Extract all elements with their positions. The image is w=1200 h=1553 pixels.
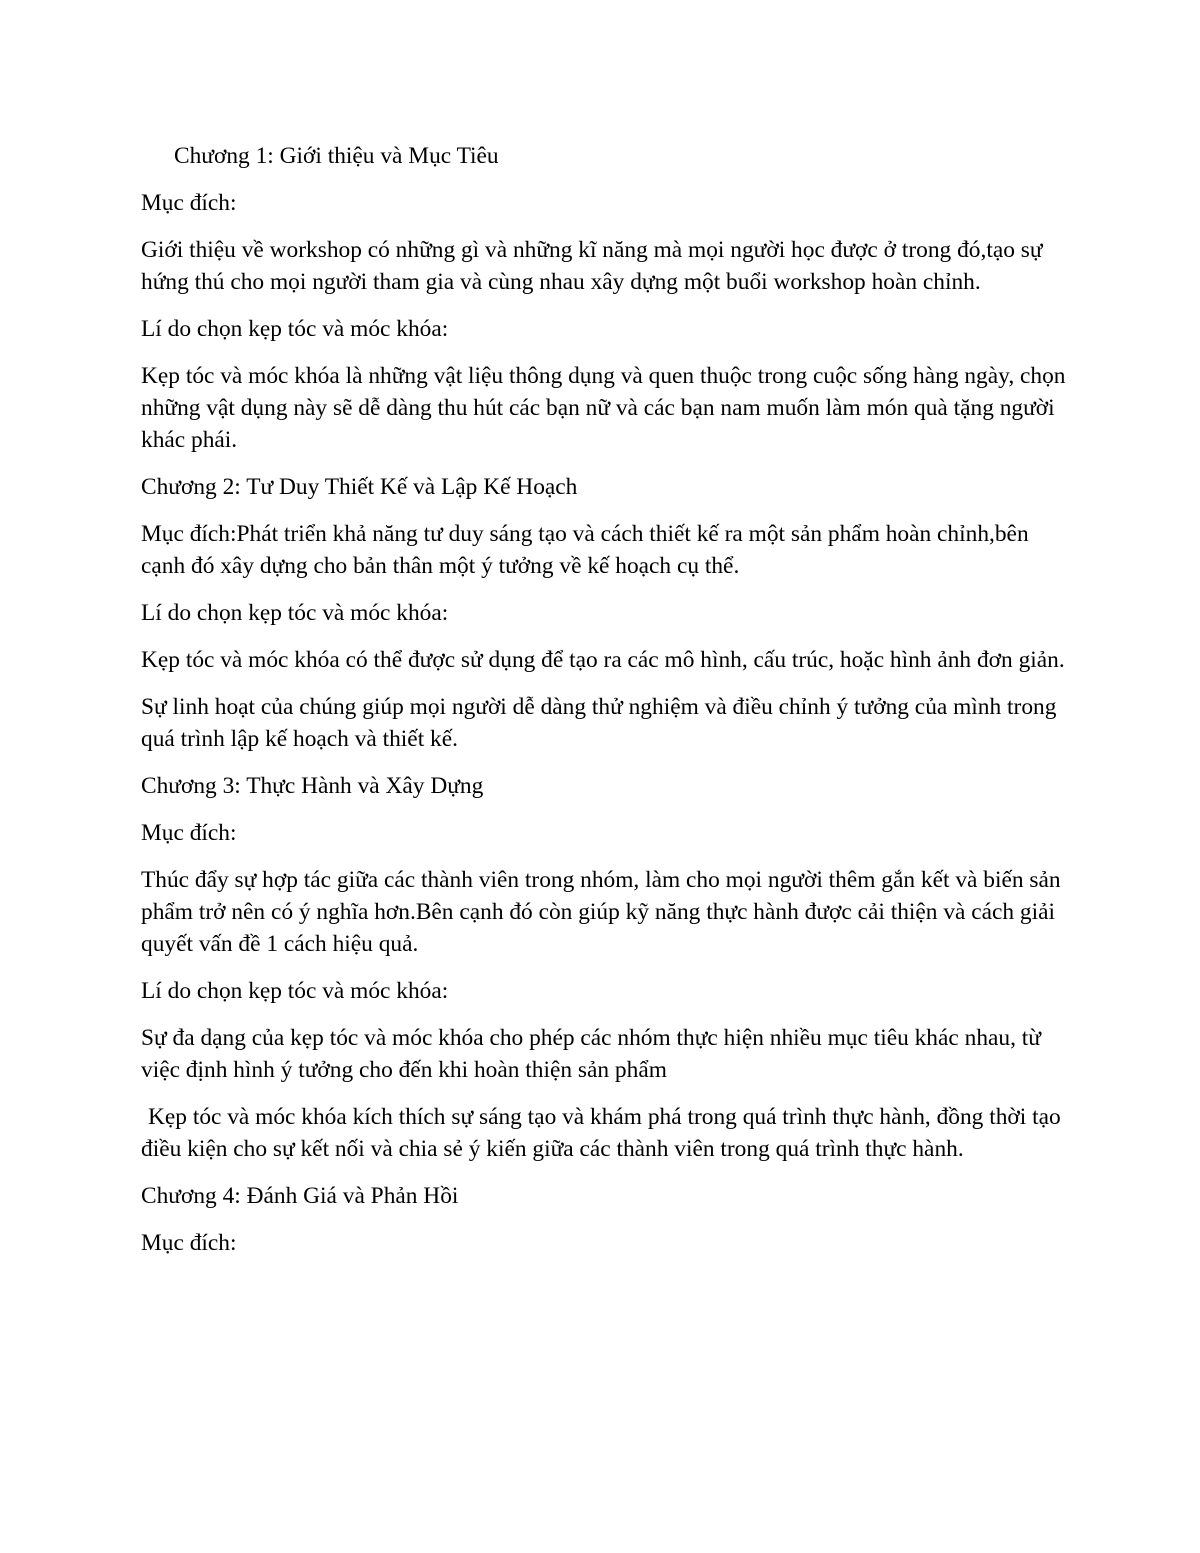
chapter-2-reason-text-1: Kẹp tóc và móc khóa có thể được sử dụng để tạo ra các mô hình, cấu trúc, hoặc hình ảnh đơn giản. (141, 647, 1065, 673)
chapter-1-heading: Chương 1: Giới thiệu và Mục Tiêu (174, 143, 499, 169)
chapter-1-reason-label: Lí do chọn kẹp tóc và móc khóa: (141, 316, 449, 342)
chapter-3-reason-label: Lí do chọn kẹp tóc và móc khóa: (141, 978, 449, 1004)
document-body (141, 140, 1066, 1274)
chapter-2-heading: Chương 2: Tư Duy Thiết Kế và Lập Kế Hoạch (141, 474, 578, 500)
chapter-4-purpose-label: Mục đích: (141, 1230, 237, 1256)
chapter-1-purpose-label: Mục đích: (141, 190, 237, 216)
chapter-2-reason-label: Lí do chọn kẹp tóc và móc khóa: (141, 600, 449, 626)
chapter-4-heading: Chương 4: Đánh Giá và Phản Hồi (141, 1183, 459, 1209)
chapter-2-reason-text-2: Sự linh hoạt của chúng giúp mọi người dễ dàng thử nghiệm và điều chỉnh ý tưởng của mình trong quá trình lập kế hoạch và thiết kế. (141, 694, 1057, 752)
chapter-3-reason-text-2: Kẹp tóc và móc khóa kích thích sự sáng tạo và khám phá trong quá trình thực hành, đồng thời tạo điều kiện cho sự kết nối và chia sẻ ý kiến giữa các thành viên trong quá trình thực hành. (141, 1104, 1061, 1162)
chapter-3-purpose-text: Thúc đẩy sự hợp tác giữa các thành viên trong nhóm, làm cho mọi người thêm gắn kết và biến sản phẩm trở nên có ý nghĩa hơn.Bên cạnh đó còn giúp kỹ năng thực hành được cải thiện và cách giải quyết vấn đề 1 cách hiệu quả. (141, 867, 1061, 957)
chapter-2-purpose-text: Mục đích:Phát triển khả năng tư duy sáng tạo và cách thiết kế ra một sản phẩm hoàn chỉnh,bên cạnh đó xây dựng cho bản thân một ý tưởng về kế hoạch cụ thể. (141, 521, 1029, 579)
chapter-1-purpose-text: Giới thiệu về workshop có những gì và những kĩ năng mà mọi người học được ở trong đó,tạo sự hứng thú cho mọi người tham gia và cùng nhau xây dựng một buổi workshop hoàn chỉnh. (141, 237, 1043, 295)
chapter-3-reason-text-1: Sự đa dạng của kẹp tóc và móc khóa cho phép các nhóm thực hiện nhiều mục tiêu khác nhau, từ việc định hình ý tưởng cho đến khi hoàn thiện sản phẩm (141, 1025, 1041, 1083)
chapter-3-heading: Chương 3: Thực Hành và Xây Dựng (141, 773, 484, 799)
chapter-3-purpose-label: Mục đích: (141, 820, 237, 846)
chapter-1-reason-text: Kẹp tóc và móc khóa là những vật liệu thông dụng và quen thuộc trong cuộc sống hàng ngày, chọn những vật dụng này sẽ dễ dàng thu hút các bạn nữ và các bạn nam muốn làm món quà tặng người khác phái. (141, 363, 1066, 453)
